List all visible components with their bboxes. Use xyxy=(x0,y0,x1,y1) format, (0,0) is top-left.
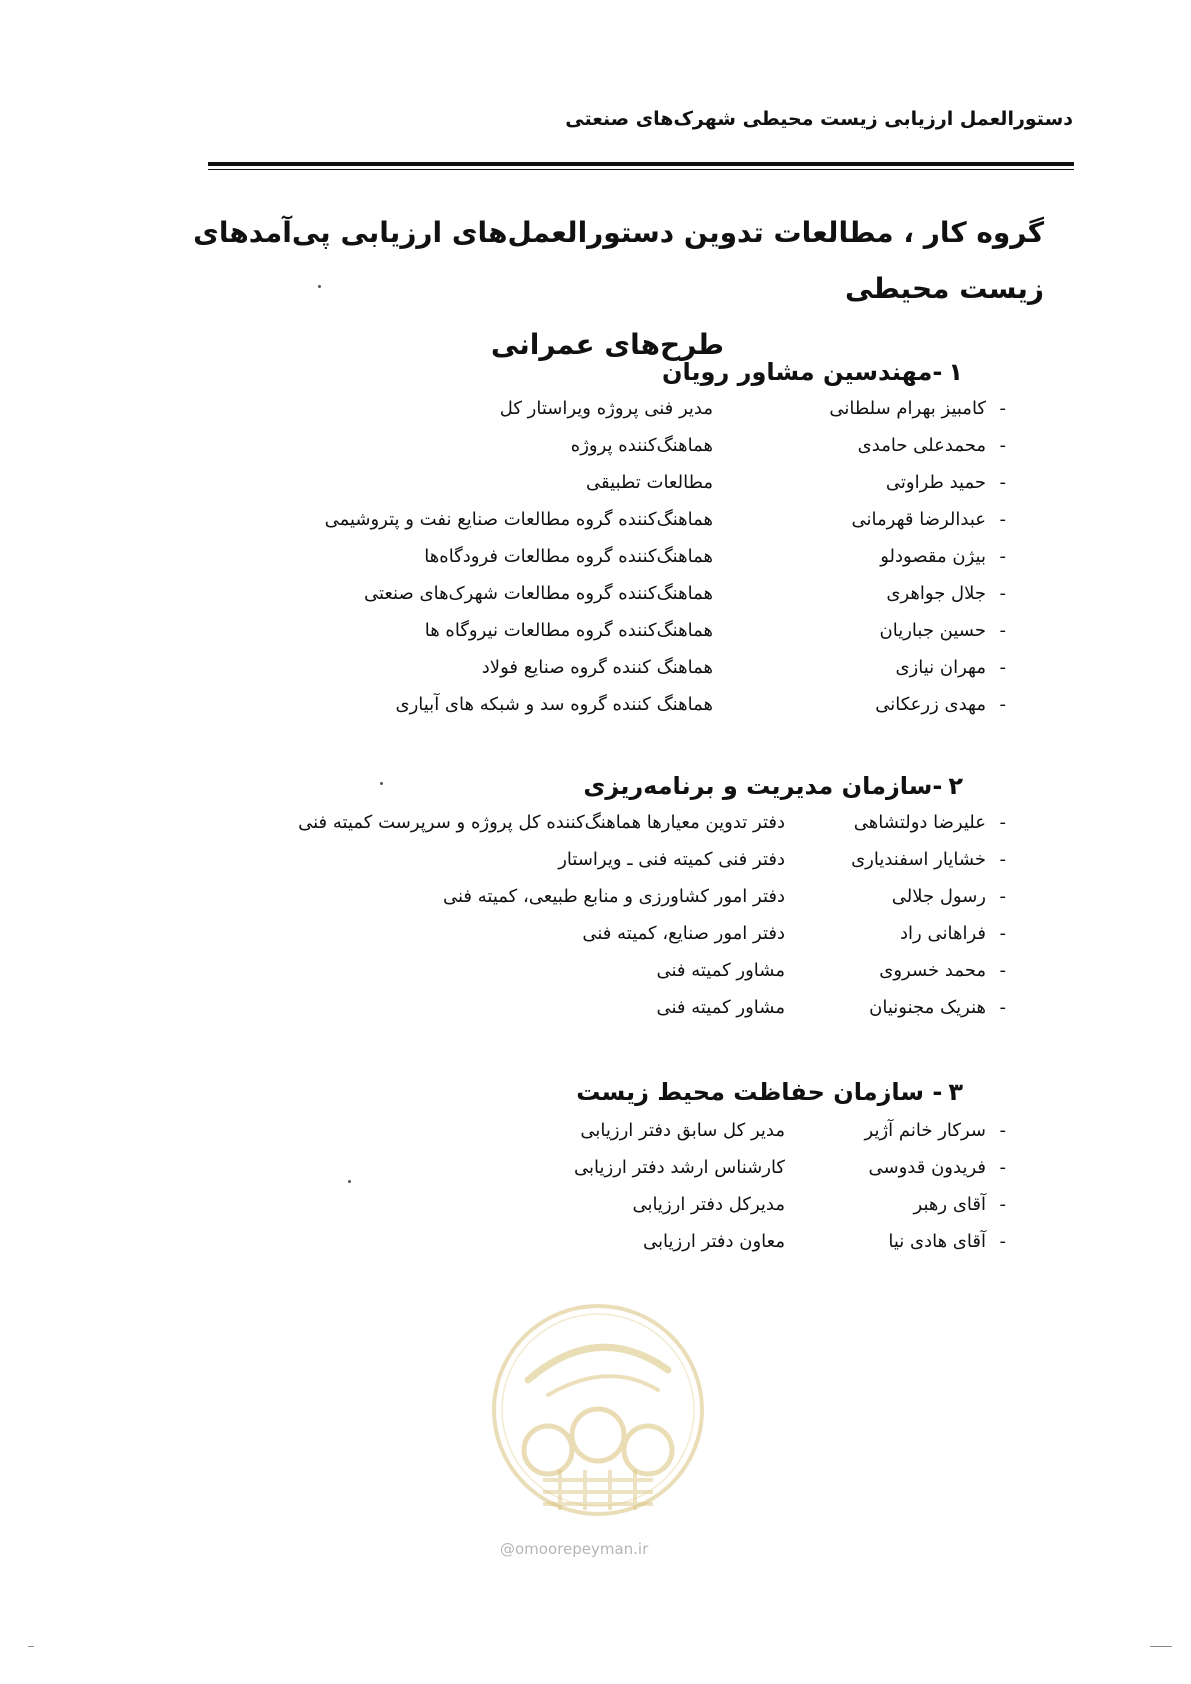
member-row xyxy=(0,694,1191,728)
watermark-stamp-logo xyxy=(488,1300,708,1520)
document-title-line-1: گروه کار ، مطالعات تدوین دستورالعمل‌های ارزیابی پی‌آمدهای زیست محیطی xyxy=(193,216,1044,305)
member-name: محمد خسروی xyxy=(879,960,986,981)
section-title: - سازمان حفاظت محیط زیست xyxy=(576,1078,943,1106)
member-role: هماهنگ‌کننده گروه مطالعات فرودگاه‌ها xyxy=(424,546,713,567)
member-role: هماهنگ‌کننده پروژه xyxy=(570,435,713,456)
list-dash: - xyxy=(999,1157,1006,1178)
member-row xyxy=(0,1120,1191,1154)
member-row xyxy=(0,886,1191,920)
member-role: مشاور کمیته فنی xyxy=(656,960,785,981)
member-row xyxy=(0,546,1191,580)
member-role: مشاور کمیته فنی xyxy=(656,997,785,1018)
member-name: حسین جباریان xyxy=(879,620,986,641)
member-name: هنریک مجنونیان xyxy=(869,997,986,1018)
list-dash: - xyxy=(999,923,1006,944)
member-role: هماهنگ کننده گروه سد و شبکه های آبیاری xyxy=(395,694,713,715)
member-row xyxy=(0,960,1191,994)
member-name: رسول جلالی xyxy=(891,886,986,907)
list-dash: - xyxy=(999,1194,1006,1215)
member-role: هماهنگ‌کننده گروه مطالعات صنایع نفت و پتروشیمی xyxy=(324,509,713,530)
member-name: جلال جواهری xyxy=(886,583,986,604)
member-name: فریدون قدوسی xyxy=(868,1157,986,1178)
member-row xyxy=(0,657,1191,691)
member-name: سرکار خانم آژیر xyxy=(864,1120,986,1141)
list-dash: - xyxy=(999,812,1006,833)
member-name: فراهانی راد xyxy=(900,923,986,944)
header-rule-thick xyxy=(208,162,1074,166)
section-heading-1 xyxy=(662,358,963,386)
document-title-line-2: طرح‌های عمرانی xyxy=(490,328,724,361)
member-role: هماهنگ‌کننده گروه مطالعات شهرک‌های صنعتی xyxy=(363,583,713,604)
member-role: مطالعات تطبیقی xyxy=(586,472,713,493)
member-role: مدیر کل سابق دفتر ارزیابی xyxy=(580,1120,785,1141)
list-dash: - xyxy=(999,583,1006,604)
member-name: مهران نیازی xyxy=(895,657,986,678)
list-dash: - xyxy=(999,886,1006,907)
member-row xyxy=(0,398,1191,432)
member-row xyxy=(0,923,1191,957)
member-role: دفتر فنی کمیته فنی ـ ویراستار xyxy=(558,849,785,870)
watermark-url: @omoorepeyman.ir xyxy=(500,1540,649,1558)
document-title xyxy=(164,205,1044,373)
scan-speck xyxy=(380,782,383,785)
member-row xyxy=(0,812,1191,846)
member-name: حمید طراوتی xyxy=(885,472,986,493)
member-row xyxy=(0,620,1191,654)
scan-mark xyxy=(1150,1646,1172,1647)
member-row xyxy=(0,472,1191,506)
section-heading-2 xyxy=(583,772,963,800)
member-row xyxy=(0,997,1191,1031)
member-row xyxy=(0,509,1191,543)
section-number: ۳ xyxy=(948,1078,963,1106)
member-role: دفتر امور کشاورزی و منابع طبیعی، کمیته فنی xyxy=(443,886,785,907)
list-dash: - xyxy=(999,472,1006,493)
member-name: بیژن مقصودلو xyxy=(880,546,986,567)
member-row xyxy=(0,1157,1191,1191)
list-dash: - xyxy=(999,398,1006,419)
member-name: خشایار اسفندیاری xyxy=(851,849,986,870)
scan-mark xyxy=(28,1646,34,1647)
list-dash: - xyxy=(999,620,1006,641)
member-role: مدیر فنی پروژه ویراستار کل xyxy=(499,398,713,419)
member-row xyxy=(0,583,1191,617)
member-row xyxy=(0,1194,1191,1228)
member-name: عبدالرضا قهرمانی xyxy=(851,509,986,530)
list-dash: - xyxy=(999,509,1006,530)
member-name: آقای رهبر xyxy=(913,1194,986,1215)
section-number: ۱ xyxy=(948,358,963,386)
member-role: معاون دفتر ارزیابی xyxy=(642,1231,785,1252)
member-role: دفتر تدوین معیارها هماهنگ‌کننده کل پروژه و سرپرست کمیته فنی xyxy=(298,812,785,833)
scan-speck xyxy=(318,285,321,288)
list-dash: - xyxy=(999,657,1006,678)
member-role: دفتر امور صنایع، کمیته فنی xyxy=(582,923,785,944)
list-dash: - xyxy=(999,960,1006,981)
list-dash: - xyxy=(999,546,1006,567)
section-heading-3 xyxy=(576,1078,963,1106)
list-dash: - xyxy=(999,849,1006,870)
section-title: -سازمان مدیریت و برنامه‌ریزی xyxy=(583,772,943,800)
list-dash: - xyxy=(999,435,1006,456)
scan-speck xyxy=(348,1180,351,1183)
member-role: هماهنگ کننده گروه صنایع فولاد xyxy=(481,657,713,678)
member-row xyxy=(0,849,1191,883)
list-dash: - xyxy=(999,694,1006,715)
running-header: دستورالعمل ارزیابی زیست محیطی شهرک‌های صنعتی xyxy=(565,108,1073,130)
member-name: کامبیز بهرام سلطانی xyxy=(829,398,986,419)
member-role: هماهنگ‌کننده گروه مطالعات نیروگاه ها xyxy=(424,620,713,641)
list-dash: - xyxy=(999,1231,1006,1252)
header-rule-thin xyxy=(208,169,1074,170)
section-title: -مهندسین مشاور رویان xyxy=(662,358,943,386)
member-name: آقای هادی نیا xyxy=(888,1231,986,1252)
member-row xyxy=(0,1231,1191,1265)
member-row xyxy=(0,435,1191,469)
member-name: علیرضا دولتشاهی xyxy=(853,812,986,833)
member-role: مدیرکل دفتر ارزیابی xyxy=(632,1194,785,1215)
member-role: کارشناس ارشد دفتر ارزیابی xyxy=(574,1157,785,1178)
member-name: مهدی زرعکانی xyxy=(875,694,986,715)
list-dash: - xyxy=(999,997,1006,1018)
member-name: محمدعلی حامدی xyxy=(857,435,986,456)
section-number: ۲ xyxy=(948,772,963,800)
list-dash: - xyxy=(999,1120,1006,1141)
